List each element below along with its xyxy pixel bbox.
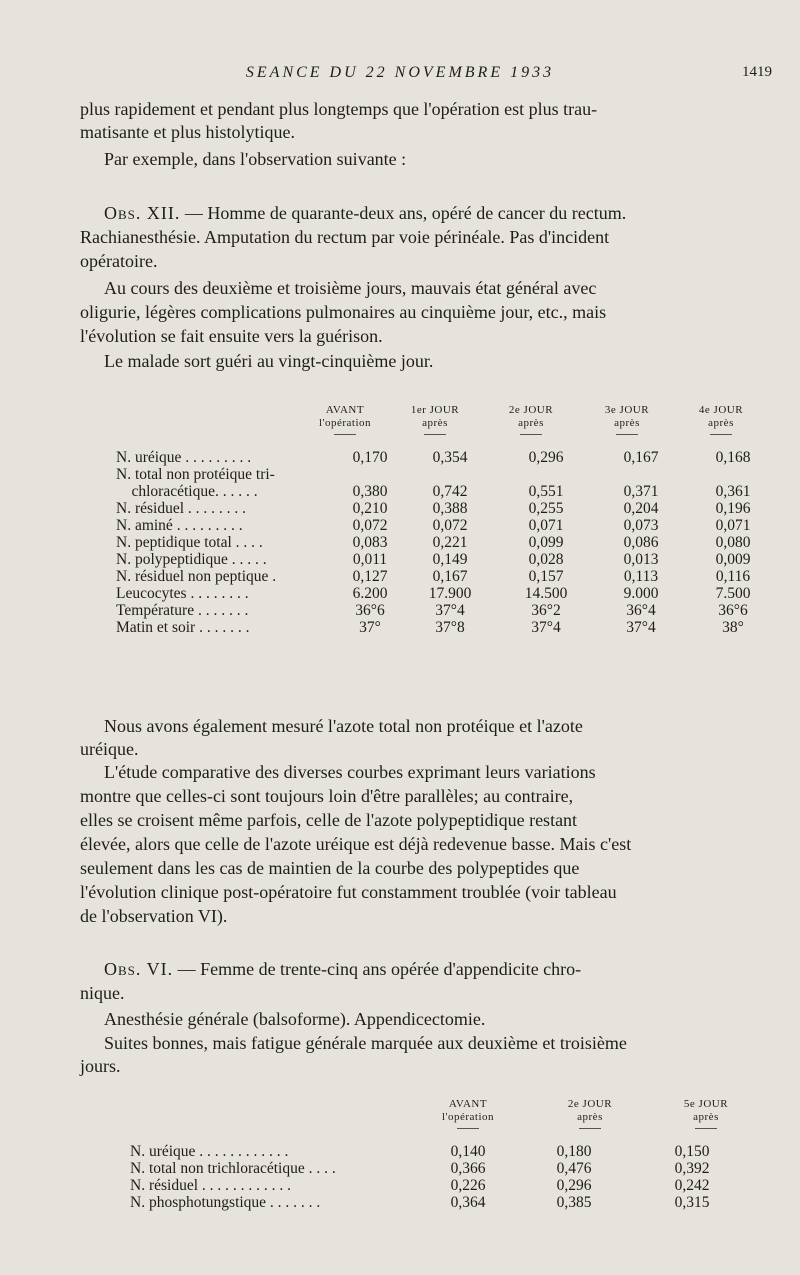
- t2-header-2: [656, 1098, 756, 1129]
- row-label: chloracétique. . . . . .: [116, 483, 258, 500]
- cell-value: 0,380: [352, 483, 388, 500]
- body2-line-7: seulement dans les cas de maintien de la courbe des polypeptides que: [80, 858, 580, 878]
- cell-value: 0,551: [528, 483, 564, 500]
- cell-value: 0,086: [623, 534, 659, 551]
- running-title: SEANCE DU 22 NOVEMBRE 1933: [245, 64, 555, 81]
- cell-value: 36°2: [531, 602, 561, 619]
- t2-header-2-l1: 5e JOUR: [683, 1098, 729, 1110]
- body2-line-2: uréique.: [80, 739, 139, 759]
- obs12-line-6: l'évolution se fait ensuite vers la guérison.: [80, 326, 383, 346]
- cell-value: 0,072: [432, 517, 468, 534]
- table-row: [116, 568, 778, 585]
- cell-value: 37°: [359, 619, 381, 636]
- table-row: [116, 466, 778, 483]
- table-1: [116, 449, 778, 636]
- intro-line-2: matisante et plus histolytique.: [80, 122, 295, 142]
- cell-value: 0,388: [432, 500, 468, 517]
- t1-header-4-l2: après: [708, 417, 734, 429]
- obs12-line-4: Au cours des deuxième et troisième jours, mauvais état général avec: [104, 278, 597, 298]
- row-label: N. total non trichloracétique . . . .: [130, 1160, 336, 1177]
- obs12-line-2: Rachianesthésie. Amputation du rectum par voie périnéale. Pas d'incident: [80, 227, 610, 247]
- cell-value: 36°6: [355, 602, 385, 619]
- t2-header-2-rule: [695, 1128, 717, 1129]
- obs6-text-1: — Femme de trente-cinq ans opérée d'appendicite chro-: [173, 959, 582, 979]
- t2-header-1: [540, 1098, 640, 1129]
- cell-value: 0,168: [715, 449, 751, 466]
- cell-value: 0,210: [352, 500, 388, 517]
- t1-header-1: [390, 404, 480, 435]
- cell-value: [402, 466, 498, 483]
- cell-value: 0,385: [556, 1194, 592, 1211]
- cell-value: 0,196: [715, 500, 751, 517]
- t1-header-3-rule: [616, 434, 638, 435]
- body2-line-6: élevée, alors que celle de l'azote uréique est déjà redevenue basse. Mais c'est: [80, 834, 632, 854]
- cell-value: 0,167: [432, 568, 468, 585]
- row-label: N. uréique . . . . . . . . .: [116, 449, 252, 466]
- cell-value: 0,296: [556, 1177, 592, 1194]
- t1-header-4: [676, 404, 766, 435]
- t2-header-0-l2: l'opération: [441, 1111, 495, 1123]
- cell-value: [688, 466, 778, 483]
- t1-header-0-l2: l'opération: [318, 417, 372, 429]
- row-label: N. phosphotungstique . . . . . . .: [130, 1194, 321, 1211]
- cell-value: [594, 466, 688, 483]
- intro-line-3: Par exemple, dans l'observation suivante :: [104, 149, 407, 169]
- table-row: [130, 1194, 750, 1211]
- obs12-line-5: oligurie, légères complications pulmonaires au cinquième jour, etc., mais: [80, 302, 607, 322]
- table-row: [116, 483, 778, 500]
- row-label: N. uréique . . . . . . . . . . . .: [130, 1143, 289, 1160]
- row-label: N. résiduel non peptique .: [116, 568, 277, 585]
- obs12-label: Obs. XII.: [104, 203, 181, 223]
- cell-value: 0,361: [715, 483, 751, 500]
- obs6-line-1: [104, 958, 782, 981]
- obs12-line-1: [104, 202, 782, 225]
- cell-value: 0,011: [352, 551, 388, 568]
- t1-header-2: [486, 404, 576, 435]
- cell-value: 0,099: [528, 534, 564, 551]
- running-header: [0, 62, 800, 86]
- cell-value: 0,028: [528, 551, 564, 568]
- cell-value: 0,742: [432, 483, 468, 500]
- row-label: N. total non protéique tri-: [116, 466, 275, 483]
- cell-value: 37°4: [626, 619, 656, 636]
- t1-header-4-l1: 4e JOUR: [698, 404, 744, 416]
- table-row: [130, 1160, 750, 1177]
- table-row: [116, 619, 778, 636]
- cell-value: 0,354: [432, 449, 468, 466]
- t1-header-3-l1: 3e JOUR: [604, 404, 650, 416]
- cell-value: 0,127: [352, 568, 388, 585]
- cell-value: 14.500: [524, 585, 568, 602]
- obs12-line-7: Le malade sort guéri au vingt-cinquième jour.: [104, 351, 434, 371]
- cell-value: 0,364: [450, 1194, 486, 1211]
- t2-header-1-l1: 2e JOUR: [567, 1098, 613, 1110]
- cell-value: 9.000: [623, 585, 659, 602]
- cell-value: 0,113: [623, 568, 659, 585]
- t2-header-0-l1: AVANT: [448, 1098, 488, 1110]
- cell-value: 0,083: [352, 534, 388, 551]
- cell-value: 0,221: [432, 534, 468, 551]
- t2-header-1-l2: après: [577, 1111, 603, 1123]
- row-label: N. peptidique total . . . .: [116, 534, 263, 551]
- cell-value: [498, 466, 594, 483]
- cell-value: [338, 466, 402, 483]
- t1-header-3: [582, 404, 672, 435]
- obs12-text-1: — Homme de quarante-deux ans, opéré de cancer du rectum.: [180, 203, 627, 223]
- obs6-line-3: Anesthésie générale (balsoforme). Appendicectomie.: [104, 1009, 486, 1029]
- body2-line-4: montre que celles-ci sont toujours loin d'être parallèles; au contraire,: [80, 786, 574, 806]
- page-number: 1419: [742, 64, 772, 80]
- row-label: Leucocytes . . . . . . . .: [116, 585, 249, 602]
- cell-value: 0,392: [674, 1160, 710, 1177]
- obs6-label: Obs. VI.: [104, 959, 174, 979]
- cell-value: 0,072: [352, 517, 388, 534]
- t2-header-2-l2: après: [693, 1111, 719, 1123]
- body2-line-1: Nous avons également mesuré l'azote total non protéique et l'azote: [104, 716, 583, 736]
- cell-value: 0,242: [674, 1177, 710, 1194]
- cell-value: 36°4: [626, 602, 656, 619]
- body2-line-8: l'évolution clinique post-opératoire fut constamment troublée (voir tableau: [80, 882, 617, 902]
- cell-value: 0,116: [715, 568, 751, 585]
- t1-header-0: [300, 404, 390, 435]
- cell-value: 7.500: [715, 585, 751, 602]
- cell-value: 0,170: [352, 449, 388, 466]
- cell-value: 0,149: [432, 551, 468, 568]
- t1-header-1-l1: 1er JOUR: [410, 404, 460, 416]
- table-row: [130, 1177, 750, 1194]
- cell-value: 0,071: [715, 517, 751, 534]
- cell-value: 0,009: [715, 551, 751, 568]
- cell-value: 36°6: [718, 602, 748, 619]
- t1-header-3-l2: après: [614, 417, 640, 429]
- t1-header-1-rule: [424, 434, 446, 435]
- table-row: [116, 500, 778, 517]
- row-label: N. aminé . . . . . . . . .: [116, 517, 243, 534]
- cell-value: 0,140: [450, 1143, 486, 1160]
- cell-value: 0,476: [556, 1160, 592, 1177]
- body2-line-9: de l'observation VI).: [80, 906, 228, 926]
- cell-value: 0,071: [528, 517, 564, 534]
- cell-value: 0,315: [674, 1194, 710, 1211]
- table-row: [116, 449, 778, 466]
- t1-header-2-l2: après: [518, 417, 544, 429]
- cell-value: 0,157: [528, 568, 564, 585]
- body2-line-5: elles se croisent même parfois, celle de l'azote polypeptidique restant: [80, 810, 578, 830]
- table-row: [116, 534, 778, 551]
- t2-header-0-rule: [457, 1128, 479, 1129]
- t2-header-0: [418, 1098, 518, 1129]
- table-row: [116, 517, 778, 534]
- cell-value: 0,366: [450, 1160, 486, 1177]
- intro-line-1: plus rapidement et pendant plus longtemps que l'opération est plus trau-: [80, 99, 598, 119]
- cell-value: 0,080: [715, 534, 751, 551]
- cell-value: 0,371: [623, 483, 659, 500]
- obs6-line-4: Suites bonnes, mais fatigue générale marquée aux deuxième et troisième: [104, 1033, 627, 1053]
- t1-header-1-l2: après: [422, 417, 448, 429]
- row-label: N. polypeptidique . . . . .: [116, 551, 267, 568]
- cell-value: 0,226: [450, 1177, 486, 1194]
- cell-value: 6.200: [352, 585, 388, 602]
- cell-value: 0,150: [674, 1143, 710, 1160]
- obs12-line-3: opératoire.: [80, 251, 158, 271]
- row-label: Température . . . . . . .: [116, 602, 249, 619]
- t1-header-2-rule: [520, 434, 542, 435]
- obs6-line-2: nique.: [80, 983, 125, 1003]
- t1-header-4-rule: [710, 434, 732, 435]
- t2-header-1-rule: [579, 1128, 601, 1129]
- body2-line-3: L'étude comparative des diverses courbes exprimant leurs variations: [104, 762, 596, 782]
- cell-value: 0,073: [623, 517, 659, 534]
- table-row: [116, 585, 778, 602]
- t1-header-0-l1: AVANT: [325, 404, 365, 416]
- cell-value: 37°4: [435, 602, 465, 619]
- cell-value: 0,180: [556, 1143, 592, 1160]
- cell-value: 0,204: [623, 500, 659, 517]
- t1-header-2-l1: 2e JOUR: [508, 404, 554, 416]
- obs6-line-5: jours.: [80, 1056, 121, 1076]
- cell-value: 37°4: [531, 619, 561, 636]
- cell-value: 0,296: [528, 449, 564, 466]
- row-label: N. résiduel . . . . . . . .: [116, 500, 247, 517]
- row-label: N. résiduel . . . . . . . . . . . .: [130, 1177, 292, 1194]
- cell-value: 37°8: [435, 619, 465, 636]
- cell-value: 0,013: [623, 551, 659, 568]
- row-label: Matin et soir . . . . . . .: [116, 619, 250, 636]
- cell-value: 0,255: [528, 500, 564, 517]
- table-row: [116, 602, 778, 619]
- table-row: [130, 1143, 750, 1160]
- t1-header-0-rule: [334, 434, 356, 435]
- table-row: [116, 551, 778, 568]
- cell-value: 0,167: [623, 449, 659, 466]
- cell-value: 17.900: [428, 585, 472, 602]
- table-2: [130, 1143, 750, 1211]
- cell-value: 38°: [722, 619, 744, 636]
